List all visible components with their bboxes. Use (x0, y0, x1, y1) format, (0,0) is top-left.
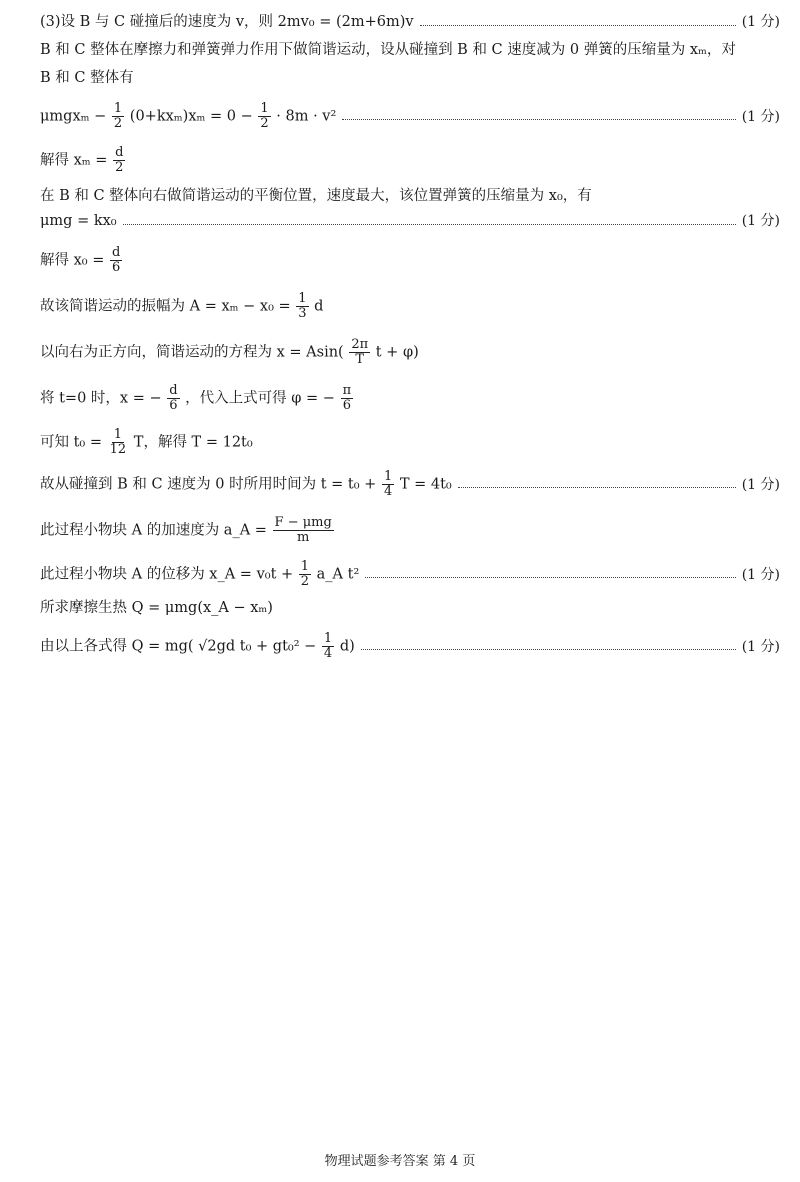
fraction (108, 428, 129, 457)
numerator: 1 (113, 101, 123, 116)
line-text: B 和 C 整体有 (40, 70, 134, 86)
denominator: 4 (383, 484, 393, 499)
numerator: 1 (298, 291, 307, 306)
formula (40, 102, 336, 131)
formula (40, 470, 452, 499)
formula (40, 292, 323, 321)
line-15 (40, 560, 780, 589)
denominator: 12 (109, 442, 127, 457)
denominator: 2 (300, 574, 310, 589)
formula-part: a_A t² (316, 566, 360, 583)
fraction (167, 384, 179, 413)
line-5 (40, 146, 780, 175)
denominator: 2 (113, 116, 123, 131)
line-1 (40, 12, 780, 32)
denominator: 4 (323, 646, 333, 661)
line-12 (40, 428, 780, 457)
line-10 (40, 338, 780, 367)
fraction (113, 146, 125, 175)
fraction (273, 516, 334, 545)
line-text: 在 B 和 C 整体向右做简谐运动的平衡位置，速度最大，该位置弹簧的压缩量为 x₀，有 (40, 188, 592, 204)
formula-part: 故该简谐运动的振幅为 A = xₘ − x₀ = (40, 298, 291, 315)
score-mark: (1 分) (741, 476, 780, 493)
formula (40, 516, 335, 545)
formula-part: T，解得 T = 12t₀ (133, 434, 253, 451)
line-11 (40, 384, 780, 413)
numerator: d (169, 383, 178, 398)
formula-part: 将 t=0 时，x = − (40, 390, 162, 407)
denominator: 6 (169, 398, 178, 413)
line-16 (40, 598, 780, 618)
formula-part: (0+kxₘ)xₘ = 0 − (129, 108, 253, 125)
formula-part: d) (339, 638, 355, 655)
line-17 (40, 632, 780, 661)
formula (40, 246, 123, 275)
formula-part: d (314, 298, 324, 315)
numerator: π (342, 383, 352, 398)
score-mark: (1 分) (741, 566, 780, 583)
fraction (349, 338, 370, 367)
numerator: 2π (351, 337, 369, 352)
formula-part: 解得 xₘ = (40, 152, 108, 169)
formula-part: T = 4t₀ (399, 476, 452, 493)
denominator: 6 (342, 398, 351, 413)
line-6 (40, 186, 780, 206)
numerator: 1 (383, 469, 393, 484)
numerator: 1 (113, 427, 123, 442)
line-text: μmg = kx₀ (40, 213, 117, 229)
formula (40, 560, 359, 589)
page-footer: 物理试题参考答案 第 4 页 (324, 1154, 476, 1169)
line-text: B 和 C 整体在摩擦力和弹簧弹力作用下做简谐运动，设从碰撞到 B 和 C 速度减为 0 弹簧的压缩量为 xₘ，对 (40, 42, 736, 58)
denominator: m (297, 530, 310, 545)
formula-part: · 8m · v² (276, 108, 337, 125)
numerator: 1 (300, 559, 310, 574)
dot-leader (420, 25, 736, 26)
fraction (258, 102, 270, 131)
line-9 (40, 292, 780, 321)
fraction (382, 470, 394, 499)
formula (40, 384, 354, 413)
numerator: d (111, 245, 121, 260)
score-mark: (1 分) (741, 108, 780, 125)
fraction (110, 246, 122, 275)
dot-leader (342, 119, 735, 120)
formula-part: 此过程小物块 A 的加速度为 a_A = (40, 522, 267, 539)
denominator: 3 (298, 306, 307, 321)
line-4 (40, 102, 780, 131)
score-mark: (1 分) (741, 638, 780, 655)
denominator: 2 (115, 160, 124, 175)
line-13 (40, 470, 780, 499)
score-mark: (1 分) (741, 213, 780, 229)
numerator: 1 (260, 101, 269, 116)
fraction (296, 292, 308, 321)
formula-part: 由以上各式得 Q = mg( √2gd t₀ + gt₀² − (40, 638, 317, 655)
formula-part: 以向右为正方向，简谐运动的方程为 x = Asin( (40, 344, 344, 361)
dot-leader (365, 577, 735, 578)
dot-leader (361, 649, 736, 650)
denominator: 2 (260, 116, 269, 131)
numerator: F − μmg (274, 515, 332, 530)
line-2 (40, 40, 780, 60)
formula (40, 146, 126, 175)
line-8 (40, 246, 780, 275)
dot-leader (123, 224, 736, 225)
numerator: d (115, 145, 124, 160)
formula (40, 338, 419, 367)
formula-part: 故从碰撞到 B 和 C 速度为 0 时所用时间为 t = t₀ + (40, 476, 377, 493)
score-mark: (1 分) (741, 14, 780, 30)
fraction (112, 102, 124, 131)
line-7 (40, 211, 780, 231)
line-14 (40, 516, 780, 545)
formula-part: 解得 x₀ = (40, 252, 105, 269)
dot-leader (458, 487, 736, 488)
formula-part: 可知 t₀ = (40, 434, 103, 451)
formula (40, 632, 355, 661)
denominator: 6 (111, 260, 121, 275)
formula-part: 此过程小物块 A 的位移为 x_A = v₀t + (40, 566, 294, 583)
numerator: 1 (323, 631, 333, 646)
fraction (299, 560, 311, 589)
formula (40, 428, 253, 457)
fraction (341, 384, 354, 413)
formula-part: μmgxₘ − (40, 108, 107, 125)
denominator: T (355, 352, 365, 367)
formula-part: ，代入上式可得 φ = − (185, 390, 335, 407)
line-3 (40, 68, 780, 88)
formula-part: t + φ) (375, 344, 419, 361)
fraction (322, 632, 334, 661)
line-text: (3)设 B 与 C 碰撞后的速度为 v，则 2mv₀ = (2m+6m)v (40, 14, 414, 30)
line-text: 所求摩擦生热 Q = μmg(x_A − xₘ) (40, 600, 273, 616)
